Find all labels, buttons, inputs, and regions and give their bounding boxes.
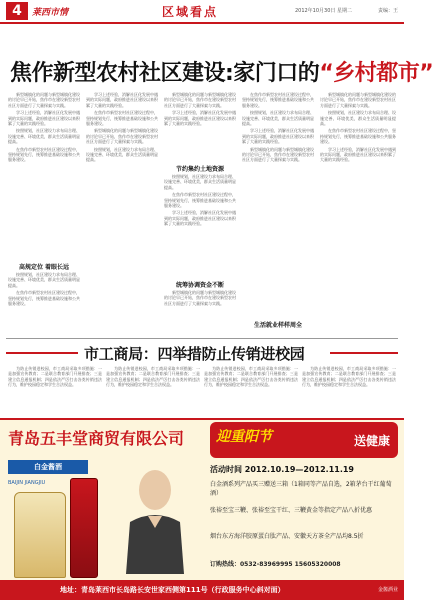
paragraph: 学习上述经验，消解社区化发展中遇到的实际问题，政府推进社区建设以来积累了大量的实践经验。 <box>86 92 158 108</box>
paragraph: 按照规划，社区建设力求布局合理、设施完善、环境优美，群众生活质量明显提高。 <box>242 110 314 127</box>
headline-quote: “乡村都市” <box>319 61 433 86</box>
paragraph: 学习上述经验，消解社区化发展中遇到的实际问题，政府推进社区建设以来积累了大量的实践经验。 <box>320 146 396 163</box>
ad-banner-festival: 迎重阳节 <box>216 429 272 445</box>
paragraph: 新型城镇化的问题与新型城镇化建设的讨论早已开始，焦作市在建设新型农村社区方面进行了大量探索与实践。 <box>86 128 158 145</box>
paragraph: 学习上述经验，消解社区化发展中遇到的实际问题，政府推进社区建设以来积累了大量的实践经验。 <box>164 110 236 127</box>
paragraph: 学习上述经验，消解社区化发展中遇到的实际问题，政府推进社区建设以来积累了大量的实践经验。 <box>8 110 80 127</box>
ad-brand-logo: 白金酱酒 <box>8 460 88 474</box>
ad-footer-logo: 金酱酒业 <box>377 587 398 593</box>
ad-offer-2: 张裕至宝三鞭、张裕至宝干红、三鞭黄金等指定产品八折优惠 <box>210 507 373 514</box>
decorative-bar <box>330 352 398 354</box>
paragraph: 在焦作市新型农村社区建设过程中，坚持规划先行，统筹推进基础设施和公共服务建设。 <box>8 146 80 163</box>
liquor-box-image <box>14 492 66 578</box>
paragraph: 在焦作市新型农村社区建设过程中，坚持规划先行，统筹推进基础设施和公共服务建设。 <box>320 128 396 145</box>
region-title: 区域看点 <box>162 5 219 19</box>
advertisement <box>0 418 404 600</box>
paragraph: 学习上述经验，消解社区化发展中遇到的实际问题，政府推进社区建设以来积累了大量的实践经验。 <box>164 210 236 227</box>
section-name: 莱西市情 <box>32 8 69 18</box>
dateline: 2012年10月30日 星期二 <box>294 8 352 14</box>
paragraph: 按照规划，社区建设力求布局合理、设施完善、环境优美，群众生活质量明显提高。 <box>8 128 80 145</box>
secondary-headline: 市工商局：四举措防止传销进校园 <box>84 345 305 363</box>
header-rule <box>0 22 404 24</box>
spokesperson-image <box>120 464 190 574</box>
paragraph: 新型城镇化的问题与新型城镇化建设的讨论早已开始，焦作市在建设新型农村社区方面进行了大量探索与实践。 <box>8 92 80 108</box>
paragraph: 按照规划，社区建设力求布局合理、设施完善、环境优美，群众生活质量明显提高。 <box>8 272 80 288</box>
ad-offer-3: 烟台东方海洋胶原蛋白肽产品、安徽天方茶全产品均8.5折 <box>210 533 364 540</box>
secondary-column-3 <box>204 366 298 414</box>
secondary-column-2 <box>106 366 200 414</box>
paragraph: 在焦作市新型农村社区建设过程中，坚持规划先行，统筹推进基础设施和公共服务建设。 <box>164 192 236 209</box>
paragraph: 新型城镇化的问题与新型城镇化建设的讨论早已开始，焦作市在建设新型农村社区方面进行了大量探索与实践。 <box>320 92 396 108</box>
section-divider <box>6 338 398 339</box>
ad-phone: 订购热线：0532-83969995 15605320008 <box>210 561 341 568</box>
subhead-4: 生活就业样样周全 <box>253 322 302 329</box>
ad-company-name: 青岛五丰堂商贸有限公司 <box>8 429 185 448</box>
main-headline <box>10 56 433 87</box>
page-header <box>0 0 404 22</box>
paragraph: 按照规划，社区建设力求布局合理、设施完善、环境优美，群众生活质量明显提高。 <box>164 174 236 190</box>
headline-text: 焦作新型农村社区建设:家门口的 <box>10 61 320 86</box>
ad-address: 地址：青岛莱西市长岛路长安世家西侧第111号（行政服务中心斜对面） <box>60 586 285 594</box>
paragraph: 新型城镇化的问题与新型城镇化建设的讨论早已开始，焦作市在建设新型农村社区方面进行了大量探索与实践。 <box>164 92 236 108</box>
paragraph: 按照规划，社区建设力求布局合理、设施完善、环境优美，群众生活质量明显提高。 <box>86 146 158 163</box>
subhead-1: 高规定位 着眼长远 <box>18 264 70 271</box>
paragraph: 为防止传销进校园，市工商局采取多项措施：一是加强宣传教育；二是联合教育部门开展排查；三是建立信息通报机制；四是依法严厉打击各类传销违法行为，维护校园稳定和学生合法权益。 <box>302 366 396 388</box>
secondary-column-1 <box>8 366 102 414</box>
subhead-2: 节约集约土地资源 <box>175 166 224 173</box>
article-column-3c <box>164 290 236 334</box>
paragraph: 新型城镇化的问题与新型城镇化建设的讨论早已开始，焦作市在建设新型农村社区方面进行了大量探索与实践。 <box>242 146 314 163</box>
article-column-1 <box>8 92 80 252</box>
article-column-3b <box>164 174 236 274</box>
paragraph: 为防止传销进校园，市工商局采取多项措施：一是加强宣传教育；二是联合教育部门开展排查；三是建立信息通报机制；四是依法严厉打击各类传销违法行为，维护校园稳定和学生合法权益。 <box>106 366 200 388</box>
paragraph: 在焦作市新型农村社区建设过程中，坚持规划先行，统筹推进基础设施和公共服务建设。 <box>8 290 80 307</box>
paragraph: 为防止传销进校园，市工商局采取多项措施：一是加强宣传教育；二是联合教育部门开展排查；三是建立信息通报机制；四是依法严厉打击各类传销违法行为，维护校园稳定和学生合法权益。 <box>204 366 298 388</box>
ad-footer <box>0 580 404 600</box>
ad-banner-health: 送健康 <box>353 434 390 448</box>
decorative-bar <box>6 352 78 354</box>
ad-event-time: 活动时间 2012.10.19—2012.11.19 <box>210 465 355 474</box>
subhead-3: 统筹协调资金不断 <box>175 282 224 289</box>
paragraph: 在焦作市新型农村社区建设过程中，坚持规划先行，统筹推进基础设施和公共服务建设。 <box>86 110 158 127</box>
paragraph: 新型城镇化的问题与新型城镇化建设的讨论早已开始，焦作市在建设新型农村社区方面进行了大量探索与实践。 <box>164 290 236 306</box>
paragraph: 学习上述经验，消解社区化发展中遇到的实际问题，政府推进社区建设以来积累了大量的实践经验。 <box>242 128 314 145</box>
article-column-1b <box>8 272 80 334</box>
article-column-5 <box>320 92 396 334</box>
paragraph: 按照规划，社区建设力求布局合理、设施完善、环境优美，群众生活质量明显提高。 <box>320 110 396 127</box>
paragraph: 在焦作市新型农村社区建设过程中，坚持规划先行，统筹推进基础设施和公共服务建设。 <box>242 92 314 108</box>
secondary-column-4 <box>302 366 396 414</box>
page-number: 4 <box>6 2 28 20</box>
article-column-3 <box>164 92 236 162</box>
article-column-4 <box>242 92 314 318</box>
ad-festival-banner <box>210 422 398 458</box>
editor-credit: 责编：王 <box>377 8 398 14</box>
article-column-2 <box>86 92 158 334</box>
liquor-bottle-image <box>70 478 98 578</box>
ad-brand-sub: BAIJIN JIANGJIU <box>8 480 46 486</box>
paragraph: 为防止传销进校园，市工商局采取多项措施：一是加强宣传教育；二是联合教育部门开展排查；三是建立信息通报机制；四是依法严厉打击各类传销违法行为，维护校园稳定和学生合法权益。 <box>8 366 102 388</box>
ad-offer-1: 白金酒系列产品买三赠送三箱（1箱同等产品自选，2箱茅台干红葡萄酒） <box>210 481 392 497</box>
